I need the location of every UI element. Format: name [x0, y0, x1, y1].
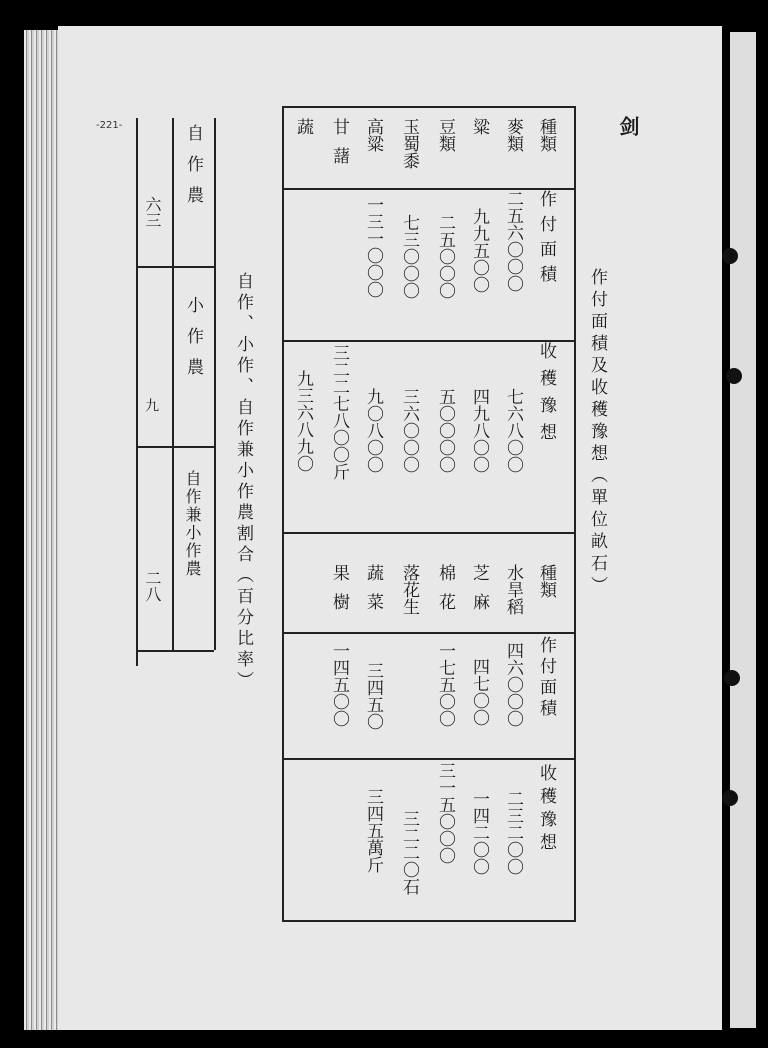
crop-name: 甘藷: [329, 118, 349, 176]
column-header: 收穫豫想: [536, 764, 556, 856]
ratio-value: 九: [143, 398, 159, 412]
column-header: 小作農: [183, 296, 203, 389]
table-rule: [282, 188, 576, 190]
binding-hole-icon: [726, 368, 742, 384]
column-header: 收穫豫想: [536, 342, 556, 450]
table-rule: [136, 118, 138, 666]
yield-value: 三六〇〇〇: [399, 388, 419, 473]
yield-value: 三四五萬斤: [363, 788, 383, 873]
table-rule: [136, 446, 214, 448]
area-value: 一七五〇〇: [435, 642, 455, 727]
column-header: 自作農: [183, 124, 203, 217]
ratio-value: 六三: [143, 196, 162, 228]
crop-name: 棉花: [435, 564, 455, 622]
area-value: 二五〇〇〇: [435, 214, 455, 299]
table-rule: [282, 106, 284, 920]
crop-name: 蔬菜: [363, 564, 383, 622]
yield-value: 一四二〇〇: [469, 790, 489, 875]
crop-name: 果樹: [329, 564, 349, 622]
table-rule: [282, 920, 576, 922]
binding-hole-icon: [722, 248, 738, 264]
yield-value: 三二二七八〇〇斤: [329, 344, 349, 480]
table-rule: [574, 106, 576, 920]
table-rule: [282, 758, 576, 760]
column-header: 自作兼小作農: [183, 470, 202, 578]
area-value: 一三一〇〇〇: [363, 196, 383, 298]
yield-value: 四九八〇〇: [469, 388, 489, 473]
crop-name: 豆類: [435, 118, 455, 152]
yield-value: 三一五〇〇〇: [435, 762, 455, 864]
area-value: 一四五〇〇: [329, 642, 349, 727]
binding-hole-icon: [722, 790, 738, 806]
region-heading: 剑: [616, 116, 640, 136]
table-rule: [282, 632, 576, 634]
yield-value: 九三六八九〇: [293, 370, 313, 472]
next-page-edge: [730, 32, 756, 1028]
column-header: 種類: [536, 118, 556, 152]
area-value: 七三〇〇〇: [399, 214, 419, 299]
crop-name: 芝麻: [469, 564, 489, 622]
table-rule: [282, 532, 576, 534]
area-value: 九九五〇〇: [469, 208, 489, 293]
table2-caption: 自作、小作、自作兼小作農割合（百分比率）: [233, 272, 253, 692]
yield-value: 二三二〇〇: [503, 790, 523, 875]
table-rule: [214, 118, 216, 650]
area-value: 三四五〇: [363, 662, 383, 730]
table-rule: [282, 340, 576, 342]
ratio-value: 二八: [143, 570, 162, 602]
column-header: 作付面積: [536, 636, 556, 720]
crop-name: 麥類: [503, 118, 523, 152]
crop-name: 落花生: [399, 564, 419, 615]
table-rule: [282, 106, 576, 108]
area-value: 二五六〇〇〇: [503, 190, 523, 292]
area-value: 四七〇〇: [469, 658, 489, 726]
yield-value: 五〇〇〇〇: [435, 388, 455, 473]
table-rule: [172, 118, 174, 650]
crop-name: 水旱稻: [503, 564, 523, 615]
crop-name: 蔬: [293, 118, 313, 135]
table1-caption: 作付面積及收穫豫想（單位畝石）: [587, 268, 607, 598]
page-number: -221-: [96, 120, 123, 131]
table-rule: [136, 650, 214, 652]
yield-value: 三二二〇石: [399, 810, 419, 895]
area-value: 四六〇〇〇: [503, 642, 523, 727]
table-rule: [136, 266, 214, 268]
crop-name: 粱: [469, 118, 489, 135]
crop-name: 玉蜀黍: [399, 118, 419, 169]
crop-name: 高粱: [363, 118, 383, 152]
column-header: 作付面積: [536, 190, 556, 290]
binding-hole-icon: [724, 670, 740, 686]
yield-value: 九〇八〇〇: [363, 388, 383, 473]
yield-value: 七六八〇〇: [503, 388, 523, 473]
column-header: 種類: [536, 564, 556, 598]
book-page: [58, 26, 722, 1030]
